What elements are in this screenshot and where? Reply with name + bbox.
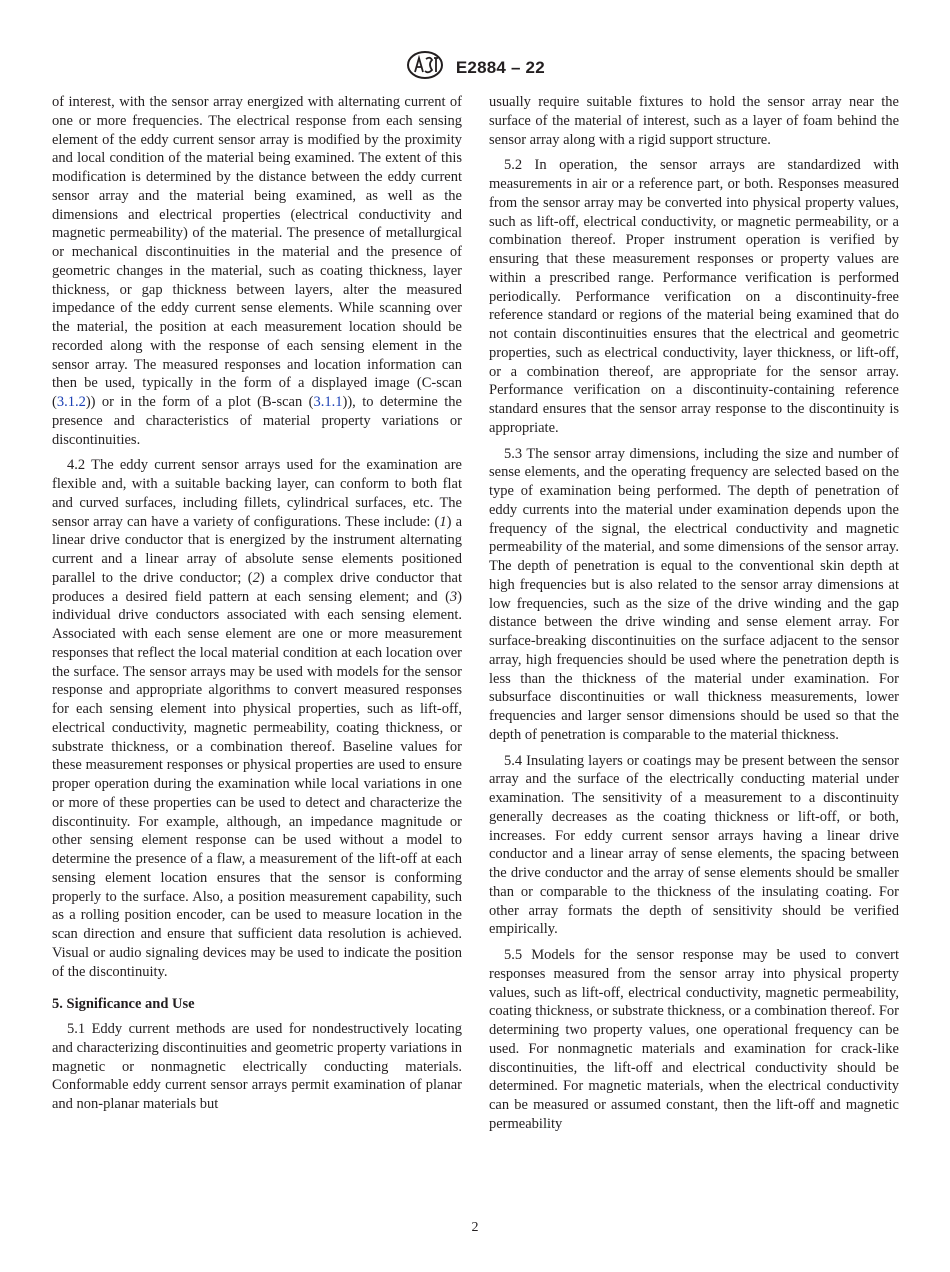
document-id: E2884 – 22 — [455, 57, 545, 77]
section-5-heading: 5. Significance and Use — [52, 996, 195, 1013]
reference-link-3-1-1[interactable]: 3.1.1 — [313, 394, 343, 410]
paragraph-5-1-continued: usually require suitable fixtures to hold the sensor array near the surface of the material of interest, such as a layer of foam behind the sensor array along with a rigid support structure. — [489, 94, 899, 148]
page-header — [0, 50, 950, 85]
paragraph-5-3: 5.3 The sensor array dimensions, including the size and number of sense elements, and the operating frequency are selected based on the type of examination being performed. The depth of penetration of eddy currents into the material under examination depends upon the frequency of the signal, the electrical conductivity and magnetic permeability of the material, and some dimensions of the sensor array. The depth of penetration is equal to the conventional skin depth at high frequencies but is also related to the sensor array dimensions at low frequencies, such as the size of the drive winding and the gap distance between the drive winding and sense element array. For surface-breaking discontinuities on the surface adjacent to the sensor array, high frequencies should be used where the penetration depth is less than the thickness of the material under examination. For subsurface discontinuities or wall thickness measurements, lower frequencies and larger sensor dimensions should be used so that the depth of penetration is comparable to the material thickness. — [489, 445, 899, 743]
paragraph-5-1: 5.1 Eddy current methods are used for nondestructively locating and characterizing discontinuities and geometric property variations in magnetic or nonmagnetic electrically conducting materials. Conformable eddy current sensor arrays permit examination of planar and non-planar materials but — [52, 1021, 462, 1112]
paragraph-5-5: 5.5 Models for the sensor response may be used to convert responses measured from the sensor array into physical property values, such as lift-off, electrical conductivity, magnetic permeability, coating thickness, or substrate thickness, or a combination thereof. For determining two property values, one operational frequency can be used. For nonmagnetic materials and examination for crack-like discontinuities, the lift-off and electrical conductivity should be determined. For magnetic materials, when the electrical conductivity can be measured or assumed constant, then the lift-off and magnetic permeability — [489, 947, 899, 1132]
page-number: 2 — [471, 1220, 479, 1235]
paragraph-4-2: 4.2 The eddy current sensor arrays used for the examination are flexible and, with a suitable backing layer, can conform to both flat and curved surfaces, including fillets, cylindrical surfaces, etc. The sensor array can have a variety of configurations. These include: (1) a linear drive conductor that is energized by the instrument alternating current and a linear array of absolute sense elements positioned parallel to the drive conductor; (2) a complex drive conductor that produces a desired field pattern at each sensing element; and (3) individual drive conductors associated with each sensing element. Associated with each sense element are one or more measurement responses that reflect the local material condition at each location over the surface. The sensor arrays may be used with models for the sensor response and appropriate algorithms to convert measured responses for each sensing element into physical properties, such as lift-off, electrical conductivity, magnetic permeability, coating thickness, or substrate thickness, or a combination thereof. Baseline values for these measurement responses or physical properties are used to ensure proper operation during the examination while local variations in one or more of these properties can be used to detect and characterize the discontinuity. For example, although, an impedance magnitude or other sensing element response can be used without a model to determine the presence of a flaw, a measurement of the lift-off at each sensing element location ensures that the sensor is conforming properly to the surface. Also, a position measurement capability, such as a rolling position encoder, can be used to measure location in the scan direction and ensure that sufficient data resolution is achieved. Visual or audio signaling devices may be used to indicate the position of the discontinuity. — [52, 457, 463, 980]
right-column — [489, 93, 899, 1141]
astm-logo-icon — [405, 50, 445, 85]
paragraph-5-2: 5.2 In operation, the sensor arrays are standardized with measurements in air or a reference part, or both. Responses measured from the sensor array may be converted into physical property values, such as lift-off, electrical conductivity, or magnetic permeability, or a combination thereof. Proper instrument operation is verified by ensuring that these measurement responses or property values are within a prescribed range. Performance verification is performed periodically. Performance verification on a discontinuity-free reference standard or regions of the material being examined that do not contain discontinuities ensures that the electrical and geometric properties, such as electrical conductivity, layer thickness, or lift-off, or a combination thereof, are appropriate for the sensor array. Performance verification on a discontinuity-containing reference standard ensures that the sensor array response to the discontinuity is appropriate. — [489, 157, 899, 436]
paragraph-5-4: 5.4 Insulating layers or coatings may be present between the sensor array and the surface of the electrically conducting material under examination. The sensitivity of a measurement to a discontinuity generally decreases as the coating thickness or lift-off, or both, increases. For eddy current sensor arrays having a linear drive conductor and a linear array of sense elements, the spacing between the drive conductor and the array of sense elements should be smaller than or comparable to the thickness of the insulating coating. For other array formats the depth of sensitivity should be verified empirically. — [489, 752, 899, 938]
paragraph-4-1-continued: of interest, with the sensor array energized with alternating current of one or more frequencies. The electrical response from each sensing element of the eddy current sensor array is modified by the proximity and local condition of the material being examined. The extent of this modification is determined by the distance between the eddy current sensor array and the material being examined, as well as the dimensions and electrical properties (electrical conductivity and magnetic permeability) of the material. The presence of metallurgical or mechanical discontinuities in the material and the presence of geometric changes in the material, such as coating thickness, layer thickness, or gap thickness between layers, alter the measured impedance of the eddy current sense elements. While scanning over the material, the position at each measurement location should be recorded along with the response of each sensing element in the sensor array. The measured responses and location information can then be used, typically in the form of a displayed image (C-scan (3.1.2)) or in the form of a plot (B-scan (3.1.1)), to determine the presence and characteristics of material property variations or discontinuities. — [52, 94, 462, 448]
left-column — [52, 93, 462, 1121]
reference-link-3-1-2[interactable]: 3.1.2 — [56, 394, 86, 410]
